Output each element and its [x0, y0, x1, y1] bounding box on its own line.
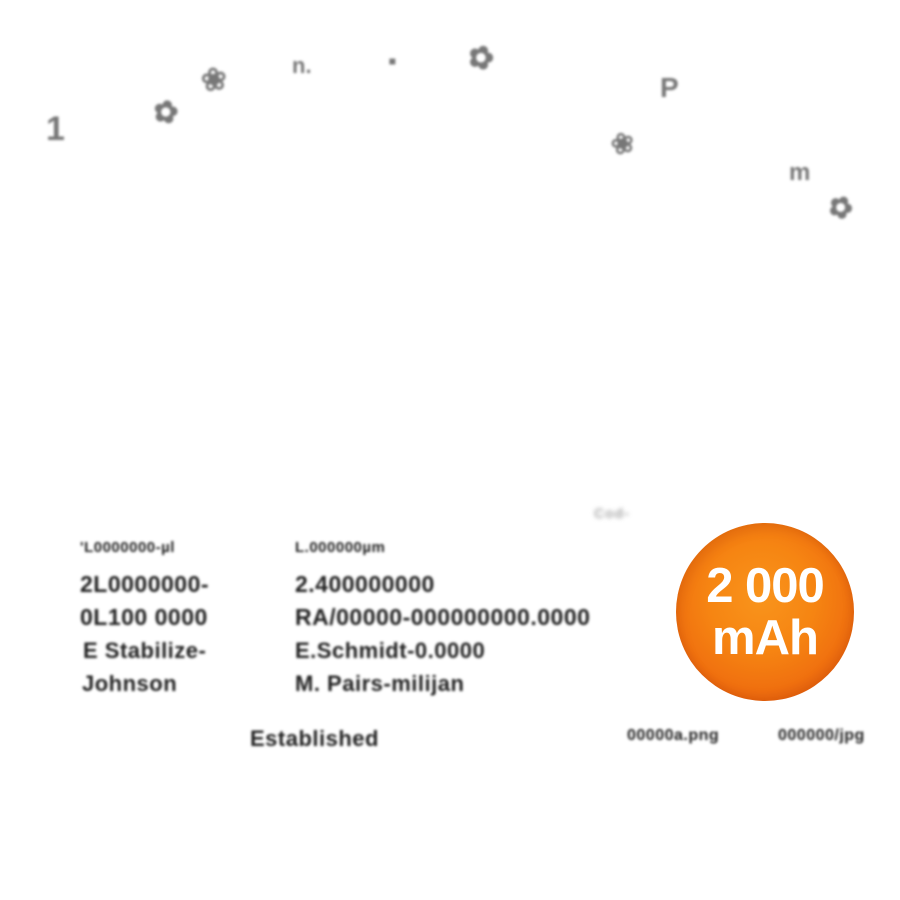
label-row2-left: 2L0000000- [80, 571, 210, 597]
label-footer-file-1: 00000a.png [627, 727, 720, 744]
letter-m-mark: m [789, 159, 811, 186]
flower-icon: ✿ [149, 93, 182, 132]
letter-p-mark: P [660, 72, 679, 103]
flower-icon: ❀ [607, 125, 638, 162]
faint-smudge-text: Cod- [594, 505, 630, 521]
label-footer-word: Established [250, 726, 379, 751]
label-row1-right: L.000000µm [295, 539, 386, 556]
label-row4-right: E.Schmidt-0.0000 [295, 638, 486, 663]
flower-icon: ✿ [463, 36, 499, 79]
label-row3-right: RA/00000-000000000.0000 [295, 604, 591, 630]
numeral-one-mark: 1 [46, 110, 65, 148]
label-row5-left: Johnson [82, 671, 178, 696]
label-row1-left: 'L0000000-µl [80, 539, 175, 556]
label-row5-right: M. Pairs-milijan [295, 671, 465, 696]
label-row3-left: 0L100 0000 [80, 604, 208, 630]
label-footer-file-2: 000000/jpg [778, 727, 865, 744]
flower-icon: ❀ [198, 60, 230, 99]
letter-pair-mark: n. [292, 53, 312, 78]
square-mark: ▪ [388, 48, 397, 75]
capacity-badge [676, 523, 854, 701]
capacity-unit: mAh [712, 611, 818, 665]
label-row4-left: E Stabilize- [83, 638, 207, 663]
label-row2-right: 2.400000000 [295, 571, 435, 597]
flower-icon: ✿ [822, 188, 859, 228]
capacity-value: 2 000 [706, 559, 824, 613]
